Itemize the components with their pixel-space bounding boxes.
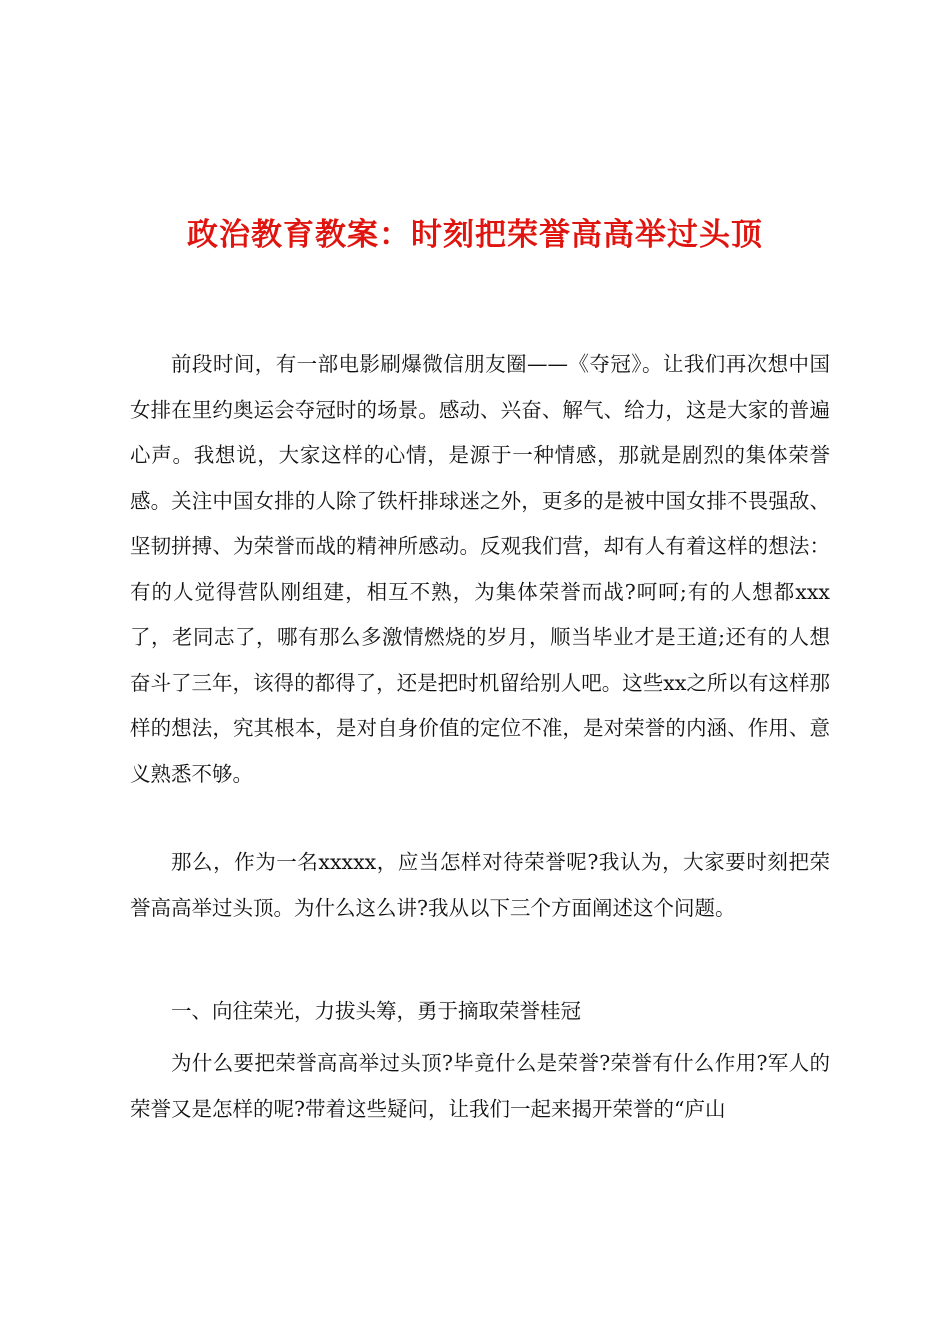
paragraph-intro: [130, 342, 830, 797]
paragraph-question: [130, 840, 830, 931]
section-heading-1: [130, 989, 830, 1035]
paragraph-section-1: [130, 1041, 830, 1132]
paragraph-text: 那么，作为一名xxxxx，应当怎样对待荣誉呢?我认为，大家要时刻把荣誉高高举过头顶。为什么这么讲?我从以下三个方面阐述这个问题。: [130, 850, 830, 920]
paragraph-text: 为什么要把荣誉高高举过头顶?毕竟什么是荣誉?荣誉有什么作用?军人的荣誉又是怎样的呢?带着这些疑问，让我们一起来揭开荣誉的“庐山: [130, 1051, 830, 1121]
document-title: 政治教育教案：时刻把荣誉高高举过头顶: [187, 217, 763, 253]
paragraph-text: 前段时间，有一部电影刷爆微信朋友圈——《夺冠》。让我们再次想中国女排在里约奥运会夺冠时的场景。感动、兴奋、解气、给力，这是大家的普遍心声。我想说，大家这样的心情，是源于一种情感，那就是剧烈的集体荣誉感。关注中国女排的人除了铁杆排球迷之外，更多的是被中国女排不畏强敌、坚韧拼搏、为荣誉而战的精神所感动。反观我们营，却有人有着这样的想法：有的人觉得营队刚组建，相互不熟，为集体荣誉而战?呵呵;有的人想都xxx了，老同志了，哪有那么多激情燃烧的岁月，顺当毕业才是王道;还有的人想奋斗了三年，该得的都得了，还是把时机留给别人吧。这些xx之所以有这样那样的想法，究其根本，是对自身价值的定位不准，是对荣誉的内涵、作用、意义熟悉不够。: [130, 352, 830, 786]
section-heading-text: 一、向往荣光，力拔头筹，勇于摘取荣誉桂冠: [171, 999, 581, 1023]
